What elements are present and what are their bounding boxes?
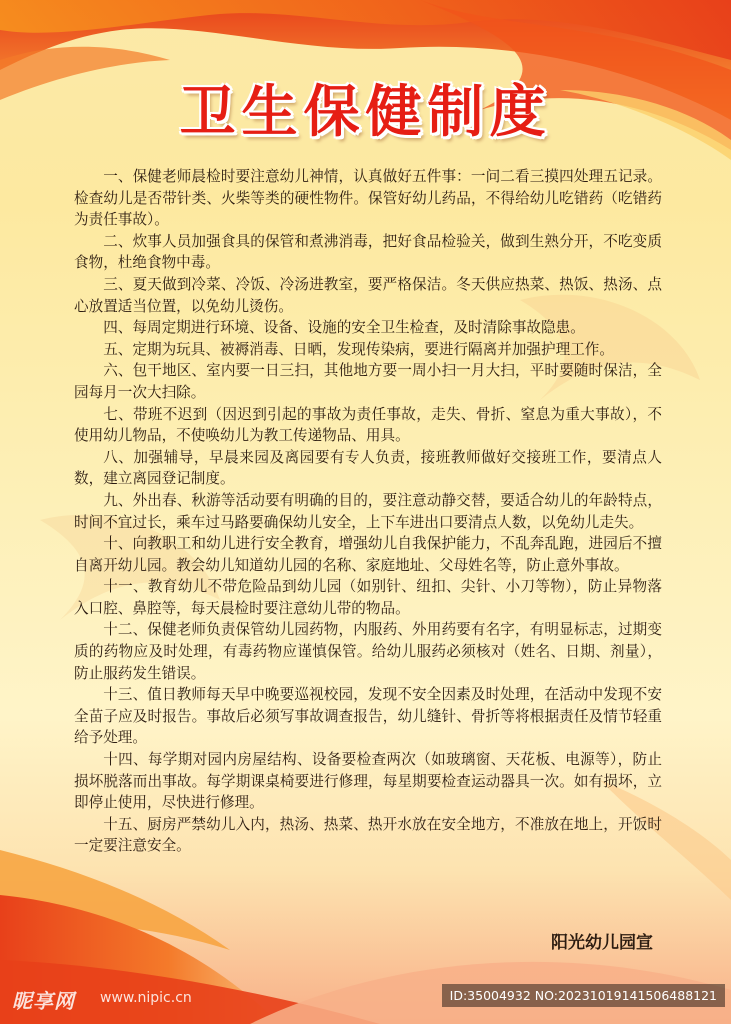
regulation-item-7: 七、带班不迟到（因迟到引起的事故为责任事故，走失、骨折、窒息为重大事故），不使用幼儿物品，不使唤幼儿为教工传递物品、用具。: [74, 405, 662, 445]
watermark-logo: 昵享网: [12, 989, 75, 1013]
regulations-body: [74, 166, 662, 857]
regulation-item-5: 五、定期为玩具、被褥消毒、日晒，发现传染病，要进行隔离并加强护理工作。: [103, 340, 614, 358]
regulation-item-1: 一、保健老师晨检时要注意幼儿神情，认真做好五件事：一问二看三摸四处理五记录。检查幼儿是否带针类、火柴等类的硬性物件。保管好幼儿药品，不得给幼儿吃错药（吃错药为责任事故）。: [74, 168, 662, 229]
regulation-item-15: 十五、厨房严禁幼儿入内，热汤、热菜、热开水放在安全地方，不准放在地上，开饭时一定要注意安全。: [74, 815, 662, 855]
regulation-item-3: 三、夏天做到冷菜、冷饭、冷汤进教室，要严格保洁。冬天供应热菜、热饭、热汤、点心放置适当位置，以免幼儿烫伤。: [74, 275, 662, 315]
image-id-badge: ID:35004932 NO:20231019141506488121: [442, 984, 725, 1007]
regulation-item-12: 十二、保健老师负责保管幼儿园药物，内服药、外用药要有名字，有明显标志，过期变质的药物应及时处理，有毒药物应谨慎保管。给幼儿服药必须核对（姓名、日期、剂量），防止服药发生错误。: [74, 621, 662, 682]
signature: 阳光幼儿园宣: [551, 933, 653, 953]
regulation-item-6: 六、包干地区、室内要一日三扫，其他地方要一周小扫一月大扫，平时要随时保洁，全园每月一次大扫除。: [74, 362, 662, 401]
regulation-item-10: 十、向教职工和幼儿进行安全教育，增强幼儿自我保护能力，不乱奔乱跑，进园后不擅自离开幼儿园。教会幼儿知道幼儿园的名称、家庭地址、父母姓名等，防止意外事故。: [74, 535, 662, 574]
regulation-item-9: 九、外出春、秋游等活动要有明确的目的，要注意动静交替，要适合幼儿的年龄特点，时间不宜过长，乘车过马路要确保幼儿安全，上下车进出口要清点人数，以免幼儿走失。: [74, 491, 662, 531]
page-title: 卫生保健制度: [179, 80, 552, 145]
regulation-item-8: 八、加强辅导，早晨来园及离园要有专人负责，接班教师做好交接班工作，要清点人数，建立离园登记制度。: [74, 448, 662, 488]
regulation-item-13: 十三、值日教师每天早中晚要巡视校园，发现不安全因素及时处理，在活动中发现不安全苗子应及时报告。事故后必须写事故调查报告，幼儿缝针、骨折等将根据责任及情节轻重给予处理。: [74, 686, 662, 747]
regulation-item-4: 四、每周定期进行环境、设备、设施的安全卫生检查，及时清除事故隐患。: [103, 319, 585, 337]
regulation-item-11: 十一、教育幼儿不带危险品到幼儿园（如别针、纽扣、尖针、小刀等物），防止异物落入口腔、鼻腔等，每天晨检时要注意幼儿带的物品。: [74, 578, 662, 617]
regulation-item-2: 二、炊事人员加强食具的保管和煮沸消毒，把好食品检验关，做到生熟分开，不吃变质食物，杜绝食物中毒。: [74, 232, 662, 272]
regulation-item-14: 十四、每学期对园内房屋结构、设备要检查两次（如玻璃窗、天花板、电源等），防止损坏脱落而出事故。每学期课桌椅要进行修理，每星期要检查运动器具一次。如有损坏，立即停止使用，尽快进行修理。: [74, 751, 662, 812]
watermark-url: www.nipic.cn: [100, 990, 192, 1006]
